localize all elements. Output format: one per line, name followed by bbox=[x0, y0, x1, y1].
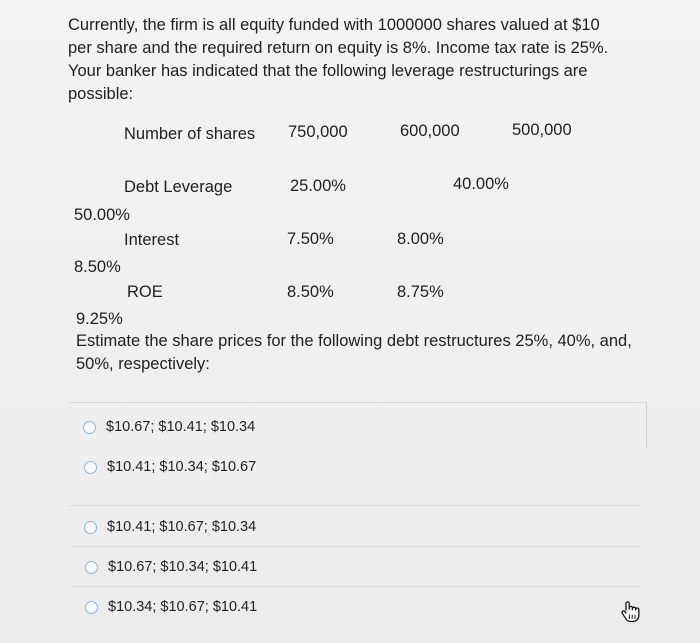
question-intro bbox=[68, 14, 668, 106]
intro-line: possible: bbox=[68, 85, 134, 103]
intro-line: Your banker has indicated that the following leverage restructurings are bbox=[68, 62, 588, 80]
answer-option[interactable] bbox=[84, 457, 256, 477]
interest-value: 8.00% bbox=[397, 230, 444, 248]
shares-value: 500,000 bbox=[512, 121, 572, 139]
radio-button[interactable] bbox=[85, 561, 98, 574]
intro-line: per share and the required return on equity is 8%. Income tax rate is 25%. bbox=[68, 39, 609, 57]
divider bbox=[70, 546, 640, 547]
prompt-line: 50%, respectively: bbox=[76, 355, 210, 373]
question-prompt bbox=[76, 330, 676, 376]
answer-option-label[interactable]: $10.67; $10.34; $10.41 bbox=[108, 559, 258, 575]
hand-cursor-icon bbox=[620, 599, 642, 623]
interest-value: 8.50% bbox=[74, 258, 121, 276]
interest-label: Interest bbox=[124, 231, 180, 249]
divider bbox=[70, 505, 640, 506]
radio-button[interactable] bbox=[85, 601, 98, 614]
radio-button[interactable] bbox=[84, 521, 97, 534]
answer-option-label[interactable]: $10.34; $10.67; $10.41 bbox=[108, 599, 258, 615]
debt-label: Debt Leverage bbox=[124, 178, 233, 196]
answer-option-label[interactable]: $10.41; $10.67; $10.34 bbox=[107, 519, 257, 535]
answer-option-label[interactable]: $10.67; $10.41; $10.34 bbox=[106, 419, 256, 435]
roe-value: 8.50% bbox=[287, 283, 334, 301]
roe-value: 9.25% bbox=[76, 310, 123, 328]
divider bbox=[70, 586, 640, 587]
debt-value: 50.00% bbox=[74, 206, 130, 224]
shares-value: 600,000 bbox=[400, 122, 460, 140]
answer-option[interactable] bbox=[85, 557, 257, 577]
radio-button[interactable] bbox=[83, 421, 96, 434]
intro-line: Currently, the firm is all equity funded with 1000000 shares valued at $10 bbox=[68, 16, 600, 34]
roe-label: ROE bbox=[127, 283, 163, 301]
answer-option[interactable] bbox=[84, 517, 256, 537]
debt-value: 25.00% bbox=[290, 177, 346, 195]
interest-value: 7.50% bbox=[287, 230, 334, 248]
shares-label: Number of shares bbox=[124, 125, 256, 143]
debt-value: 40.00% bbox=[453, 175, 509, 193]
answer-option[interactable] bbox=[83, 417, 255, 437]
roe-value: 8.75% bbox=[397, 283, 444, 301]
answer-option[interactable] bbox=[85, 597, 257, 617]
prompt-line: Estimate the share prices for the following debt restructures 25%, 40%, and, bbox=[76, 332, 632, 350]
answer-option-label[interactable]: $10.41; $10.34; $10.67 bbox=[107, 459, 257, 475]
shares-value: 750,000 bbox=[288, 123, 348, 141]
radio-button[interactable] bbox=[84, 461, 97, 474]
